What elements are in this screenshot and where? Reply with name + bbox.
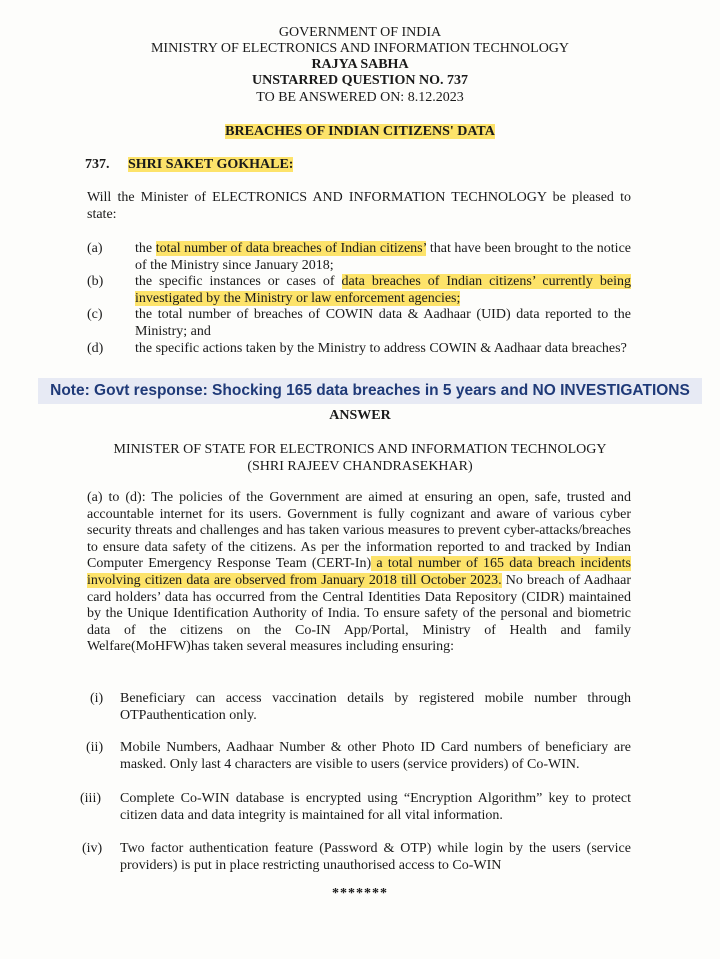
part-c-text: the total number of breaches of COWIN data & Aadhaar (UID) data reported to the Ministry; and xyxy=(135,307,631,339)
header-ministry: MINISTRY OF ELECTRONICS AND INFORMATION TECHNOLOGY xyxy=(150,41,570,56)
end-marker: ******* xyxy=(332,886,388,901)
question-intro: Will the Minister of ELECTRONICS AND INFORMATION TECHNOLOGY be pleased to state: xyxy=(87,190,631,222)
part-b-label: (b) xyxy=(87,274,104,289)
part-a-highlight: total number of data breaches of Indian citizens’ xyxy=(155,241,427,256)
document-title xyxy=(0,124,720,140)
part-d-label: (d) xyxy=(87,341,104,356)
measure-i-label: (i) xyxy=(90,691,104,706)
answer-heading: ANSWER xyxy=(329,408,391,423)
minister-line-2: (SHRI RAJEEV CHANDRASEKHAR) xyxy=(247,459,473,474)
measure-iv-label: (iv) xyxy=(82,841,103,856)
header-house: RAJYA SABHA xyxy=(311,57,409,72)
measure-ii-text: Mobile Numbers, Aadhaar Number & other Photo ID Card numbers of beneficiary are masked. Only last 4 characters are visible to users (service providers) of Co-WIN. xyxy=(120,740,631,772)
question-member xyxy=(128,157,293,173)
header-question-no: UNSTARRED QUESTION NO. 737 xyxy=(252,73,468,88)
measure-iv-text: Two factor authentication feature (Password & OTP) while login by the users (service providers) is put in place restricting unauthorised access to Co-WIN xyxy=(120,841,631,873)
part-a-text: the total number of data breaches of Indian citizens’ that have been brought to the notice of the Ministry since January 2018; xyxy=(135,241,631,273)
header-answer-date: TO BE ANSWERED ON: 8.12.2023 xyxy=(256,90,464,105)
measure-i-text: Beneficiary can access vaccination details by registered mobile number through OTPauthentication only. xyxy=(120,691,631,723)
title-highlight: BREACHES OF INDIAN CITIZENS' DATA xyxy=(225,124,495,139)
part-b-text: the specific instances or cases of data breaches of Indian citizens’ currently being investigated by the Ministry or law enforcement agencies; xyxy=(135,274,631,306)
minister-title xyxy=(0,441,720,475)
note-banner: Note: Govt response: Shocking 165 data breaches in 5 years and NO INVESTIGATIONS xyxy=(38,378,702,404)
answer-highlight: a total number of 165 data breach incidents involving citizen data are observed from January 2018 till October 2023. xyxy=(87,556,631,588)
minister-line-1: MINISTER OF STATE FOR ELECTRONICS AND INFORMATION TECHNOLOGY xyxy=(113,442,607,457)
part-b-highlight: data breaches of Indian citizens’ currently being investigated by the Ministry or law enforcement agencies; xyxy=(135,274,631,306)
measure-iii-label: (iii) xyxy=(80,791,101,806)
measure-iii-text: Complete Co-WIN database is encrypted using “Encryption Algorithm” key to protect citizen data and data integrity is maintained for all vital information. xyxy=(120,791,631,823)
part-a-label: (a) xyxy=(87,241,103,256)
header-government: GOVERNMENT OF INDIA xyxy=(278,25,442,40)
part-c-label: (c) xyxy=(87,307,103,322)
question-number: 737. xyxy=(85,157,110,172)
answer-body: (a) to (d): The policies of the Government are aimed at ensuring an open, safe, trusted and accountable internet for its users. Government is fully cognizant and aware of various cyber security threats and challenges and has taken various measures to prevent cyber-attacks/breaches to ensure data safety of the citizens. As per the information reported to and tracked by Indian Computer Emergency Response Team (CERT-In) a total number of 165 data breach incidents involving citizen data are observed from January 2018 till October 2023. No breach of Aadhaar card holders’ data has occurred from the Central Identities Data Repository (CIDR) maintained by the Unique Identification Authority of India. To ensure safety of the personal and biometric data of the citizens on the Co-IN App/Portal, Ministry of Health and family Welfare(MoHFW)has taken several measures including ensuring: xyxy=(87,490,631,655)
member-highlight: SHRI SAKET GOKHALE: xyxy=(128,157,294,172)
measure-ii-label: (ii) xyxy=(86,740,104,755)
part-d-text: the specific actions taken by the Ministry to address COWIN & Aadhaar data breaches? xyxy=(135,341,627,356)
